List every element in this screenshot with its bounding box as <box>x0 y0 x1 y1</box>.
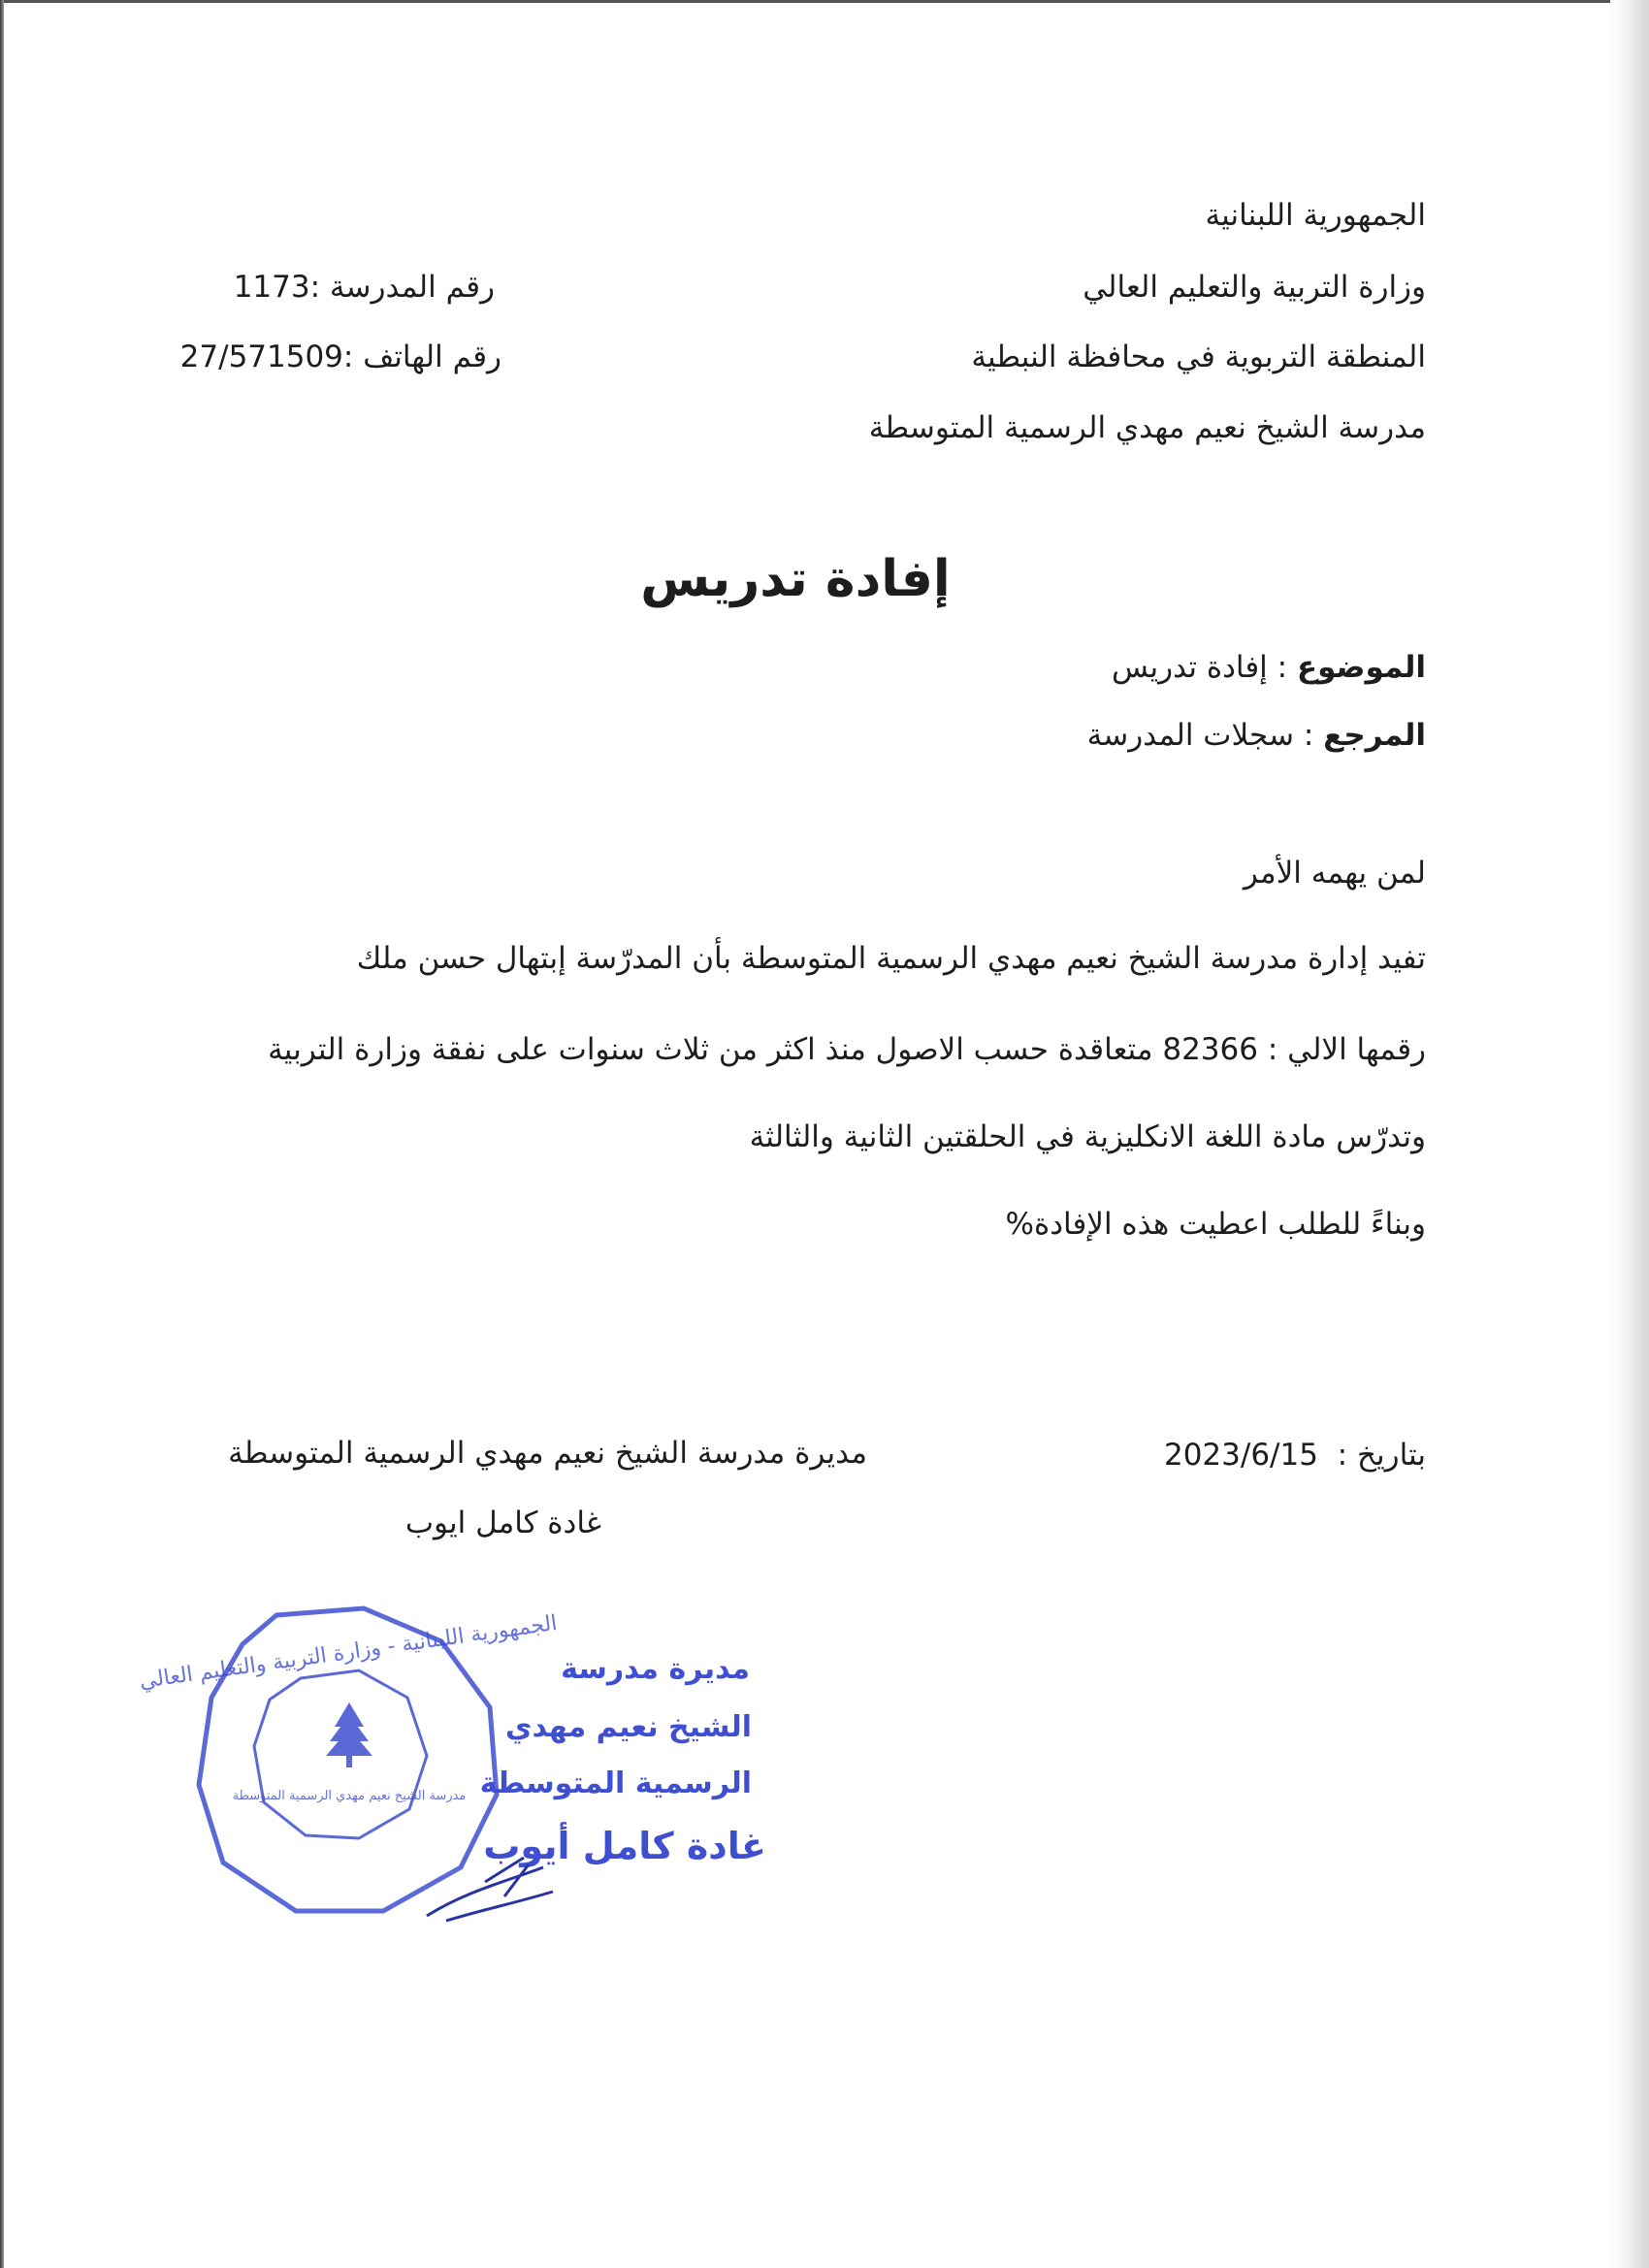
reference-separator: : <box>1293 718 1324 753</box>
body-line-1: تفيد إدارة مدرسة الشيخ نعيم مهدي الرسمية المتوسطة بأن المدرّسة إبتهال حسن ملك <box>356 941 1426 976</box>
body-line-2 <box>268 1030 1426 1069</box>
body-line-3: وتدرّس مادة اللغة الانكليزية في الحلقتين الثانية والثالثة <box>749 1119 1426 1154</box>
phone-label: رقم الهاتف : <box>342 340 501 374</box>
stamp-text-line-1: مديرة مدرسة <box>561 1652 750 1686</box>
subject-separator: : <box>1267 650 1297 685</box>
school-number-label: رقم المدرسة : <box>309 270 495 305</box>
stamp-text-line-3: الرسمية المتوسطة <box>479 1766 752 1800</box>
scan-edge-left <box>0 0 4 2268</box>
seal-cedar-icon <box>326 1702 372 1767</box>
body-line-2-suffix: متعاقدة حسب الاصول منذ اكثر من ثلاث سنوات على نفقة وزارة التربية <box>268 1032 1163 1067</box>
stamp-text-line-4: غادة كامل أيوب <box>483 1825 766 1867</box>
signer-title: مديرة مدرسة الشيخ نعيم مهدي الرسمية المتوسطة <box>228 1436 867 1471</box>
phone-number: 27/571509 <box>179 340 343 374</box>
official-stamp <box>138 1601 795 1960</box>
stamp-text-line-2: الشيخ نعيم مهدي <box>504 1710 752 1744</box>
body-line-2-prefix: رقمها الالي : <box>1257 1032 1426 1067</box>
page-title: إفادة تدريس <box>640 550 951 608</box>
body-line-4: وبناءً للطلب اعطيت هذه الإفادة% <box>1005 1207 1426 1242</box>
subject-label: الموضوع <box>1296 650 1426 685</box>
school-number-line <box>234 268 495 307</box>
reference-line <box>1087 716 1426 755</box>
seal-ring-text: الجمهورية اللبنانية - وزارة التربية والتعليم العالي <box>138 1610 559 1695</box>
seal-inner-text: مدرسة الشيخ نعيم مهدي الرسمية المتوسطة <box>232 1789 467 1803</box>
scan-edge-top <box>0 0 1649 3</box>
date-label: بتاريخ : <box>1337 1438 1426 1473</box>
school-number: 1173 <box>233 270 310 305</box>
header-school: مدرسة الشيخ نعيم مهدي الرسمية المتوسطة <box>868 410 1426 445</box>
reference-value: سجلات المدرسة <box>1086 718 1294 753</box>
header-region: المنطقة التربوية في محافظة النبطية <box>971 340 1426 374</box>
subject-line <box>1112 648 1426 687</box>
subject-value: إفادة تدريس <box>1111 650 1268 685</box>
scan-edge-right <box>1610 0 1649 2268</box>
date-value: 2023/6/15 <box>1163 1438 1318 1473</box>
employee-number: 82366 <box>1162 1032 1258 1067</box>
salutation: لمن يهمه الأمر <box>1243 856 1426 891</box>
header-ministry: وزارة التربية والتعليم العالي <box>1083 270 1426 305</box>
reference-label: المرجع <box>1323 718 1426 753</box>
date-line <box>1164 1436 1426 1474</box>
signer-name: غادة كامل ايوب <box>404 1506 601 1540</box>
header-republic: الجمهورية اللبنانية <box>1205 198 1426 233</box>
phone-line <box>180 338 501 376</box>
